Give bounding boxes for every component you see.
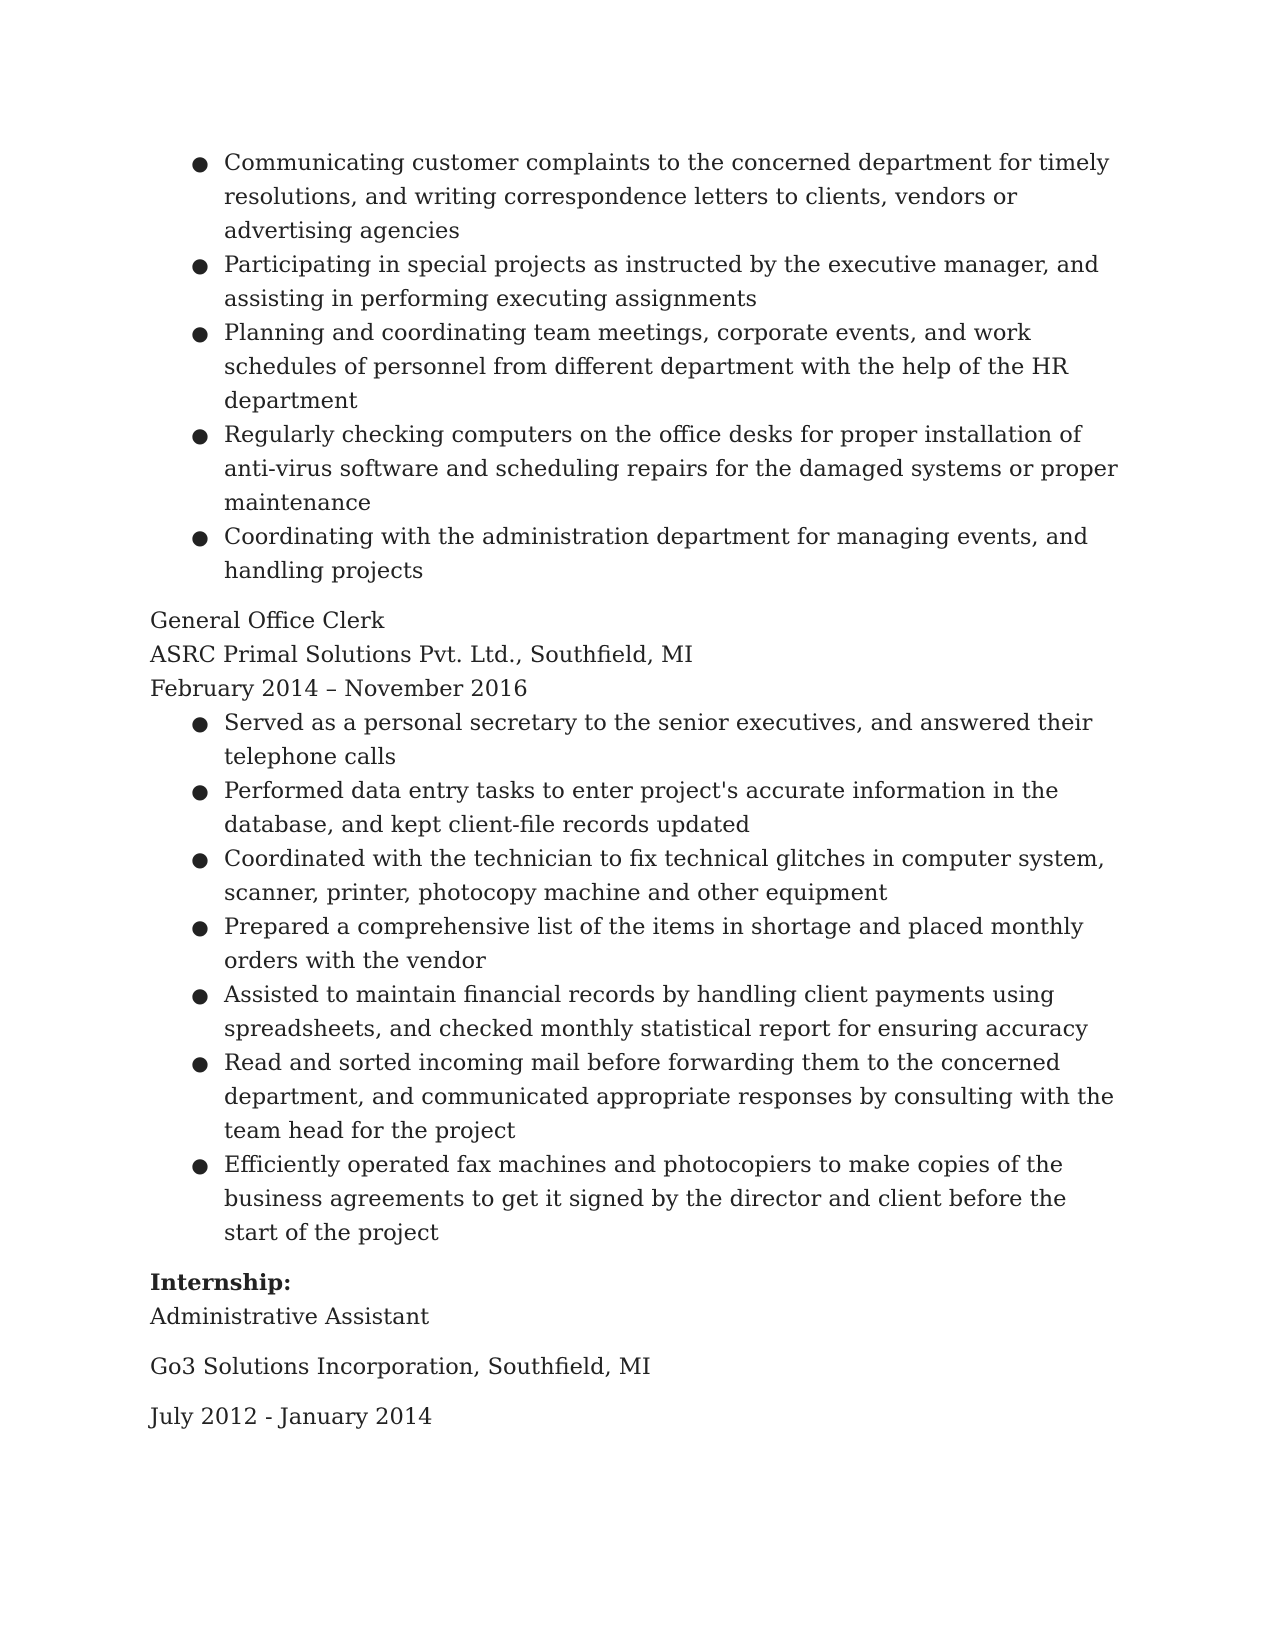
bullet-icon: ● [191, 151, 209, 175]
internship-heading: Internship: [150, 1270, 292, 1296]
list-item: ● Read and sorted incoming mail before forwarding them to the concerned department, and communicated appropriate responses by consulting with the team head for the project [150, 1046, 1125, 1148]
bullet-icon: ● [191, 711, 209, 735]
company-name: ASRC Primal Solutions Pvt. Ltd., Southfield, MI [150, 642, 693, 668]
employment-dates: February 2014 – November 2016 [150, 676, 528, 702]
bullet-icon: ● [191, 983, 209, 1007]
list-item: ● Performed data entry tasks to enter project's accurate information in the database, and kept client-file records updated [150, 774, 1125, 842]
list-item: ● Participating in special projects as instructed by the executive manager, and assisting in performing executing assignments [150, 248, 1125, 316]
list-item: ● Coordinating with the administration department for managing events, and handling projects [150, 520, 1125, 588]
bullet-icon: ● [191, 915, 209, 939]
first-job-bullet-list [150, 146, 1125, 588]
second-job-bullet-list [150, 706, 1125, 1250]
list-item: ● Prepared a comprehensive list of the items in shortage and placed monthly orders with the vendor [150, 910, 1125, 978]
internship-company: Go3 Solutions Incorporation, Southfield, MI [150, 1354, 651, 1380]
internship-title: Administrative Assistant [150, 1304, 430, 1330]
bullet-icon: ● [191, 1153, 209, 1177]
list-item: ● Regularly checking computers on the office desks for proper installation of anti-virus software and scheduling repairs for the damaged systems or proper maintenance [150, 418, 1125, 520]
bullet-icon: ● [191, 321, 209, 345]
bullet-icon: ● [191, 525, 209, 549]
list-item: ● Planning and coordinating team meetings, corporate events, and work schedules of personnel from different department with the help of the HR department [150, 316, 1125, 418]
job-title: General Office Clerk [150, 608, 385, 634]
bullet-icon: ● [191, 1051, 209, 1075]
bullet-icon: ● [191, 423, 209, 447]
spacer [150, 1384, 1125, 1400]
list-item: ● Efficiently operated fax machines and photocopiers to make copies of the business agreements to get it signed by the director and client before the start of the project [150, 1148, 1125, 1250]
list-item: ● Coordinated with the technician to fix technical glitches in computer system, scanner, printer, photocopy machine and other equipment [150, 842, 1125, 910]
list-item: ● Served as a personal secretary to the senior executives, and answered their telephone calls [150, 706, 1125, 774]
internship-dates: July 2012 - January 2014 [150, 1404, 433, 1430]
resume-content [150, 146, 1125, 1434]
spacer [150, 1334, 1125, 1350]
bullet-icon: ● [191, 779, 209, 803]
spacer [150, 1250, 1125, 1266]
spacer [150, 588, 1125, 604]
list-item: ● Communicating customer complaints to the concerned department for timely resolutions, and writing correspondence letters to clients, vendors or advertising agencies [150, 146, 1125, 248]
bullet-icon: ● [191, 253, 209, 277]
bullet-icon: ● [191, 847, 209, 871]
list-item: ● Assisted to maintain financial records by handling client payments using spreadsheets, and checked monthly statistical report for ensuring accuracy [150, 978, 1125, 1046]
